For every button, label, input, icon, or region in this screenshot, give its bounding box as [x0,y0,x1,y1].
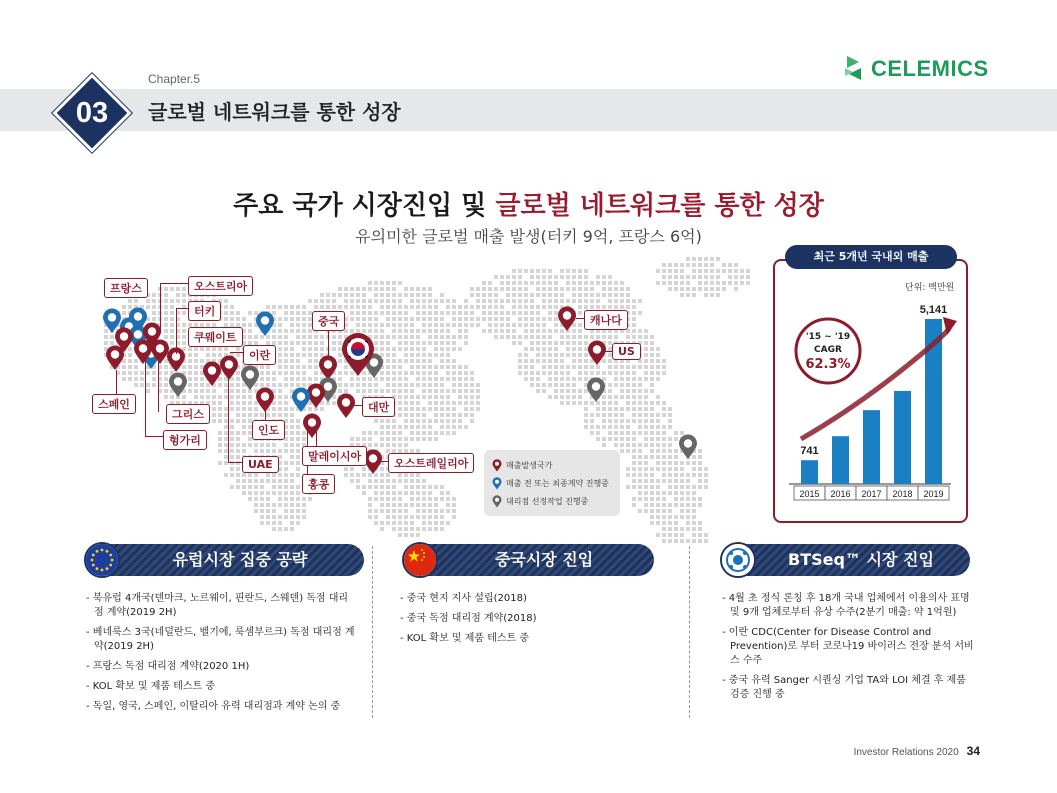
revenue-chart-tag: 최근 5개년 국내외 매출 [785,245,957,269]
page-number: 34 [966,744,980,758]
headline-part1: 주요 국가 시장진입 및 [233,191,487,221]
map-pin-icon [557,306,577,332]
map-label-australia: 오스트레일리아 [388,453,474,473]
legend-label-contract: 매출 전 또는 최종계약 진행중 [506,478,609,488]
list-item: - 이란 CDC(Center for Disease Control and Prevention)로 부터 코로나19 바이러스 전장 분석 서비스 수주 [722,626,976,668]
revenue-chart-unit: 단위: 백만원 [905,283,955,293]
legend-row-dealer [492,492,612,510]
map-pin-icon [105,345,125,371]
tick-label-2016: 2016 [830,489,851,499]
china-bullet-list [400,592,670,652]
map-label-kuwait: 쿠웨이트 [188,327,243,347]
list-item: - KOL 확보 및 제품 테스트 중 [400,632,670,646]
map-label-india: 인도 [252,420,285,440]
map-pin-icon [291,387,311,413]
map-label-china: 중국 [312,311,345,331]
map-label-turkey: 터키 [188,301,221,321]
map-label-uae: UAE [242,456,279,473]
map-label-malaysia: 말레이시아 [302,446,367,466]
tick-label-2017: 2017 [861,489,882,499]
europe-bullet-list [86,592,356,720]
bar-2017 [863,410,880,484]
map-label-austria: 오스트리아 [188,276,253,296]
chapter-number-badge [52,73,132,153]
bar-2018 [894,391,911,484]
data-label-2015: 741 [800,445,819,458]
red-pin-icon [492,459,502,472]
cagr-value: 62.3% [805,357,851,372]
map-pin-icon [168,372,188,398]
legend-row-contract [492,474,612,492]
company-logo [841,52,989,86]
map-label-canada: 캐나다 [584,310,628,330]
headline-part2: 글로벌 네트워크를 통한 성장 [495,191,824,221]
list-item: - KOL 확보 및 제품 테스트 중 [86,680,356,694]
btseq-section-title: BTSeq™ 시장 진입 [788,550,934,569]
list-item: - 중국 현지 지사 설립(2018) [400,592,670,606]
map-label-hongkong: 홍콩 [302,474,335,494]
map-pin-icon [678,434,698,460]
tick-label-2018: 2018 [892,489,913,499]
main-headline [0,185,1057,222]
btseq-bullet-list [722,592,976,708]
map-label-spain: 스페인 [92,394,136,414]
map-label-france: 프랑스 [104,278,148,298]
btseq-section-header [722,544,970,576]
map-pin-icon [219,355,239,381]
cagr-period: '15 ~ '19 [805,332,851,342]
map-pin-icon [255,311,275,337]
column-divider-2 [689,546,690,718]
list-item: - 4월 초 정식 론칭 후 18개 국내 업체에서 이용의사 표명 및 9개 업체로부터 유상 수주(2분기 매출: 약 1억원) [722,592,976,620]
legend-row-sales [492,456,612,474]
map-pin-icon [336,393,356,419]
map-label-greece: 그리스 [166,404,210,424]
map-label-iran: 이란 [243,345,276,365]
list-item: - 독일, 영국, 스페인, 이탈리아 유력 대리점과 계약 논의 중 [86,700,356,714]
map-pin-icon [586,377,606,403]
chapter-number: 03 [75,97,109,129]
list-item: - 중국 유력 Sanger 시퀀싱 기업 TA와 LOI 체결 후 제품 검증 진행 중 [722,674,976,702]
korea-flag-icon [340,333,376,377]
chapter-label: Chapter.5 [148,72,201,86]
bar-2015 [801,460,818,484]
list-item: - 북유럽 4개국(덴마크, 노르웨이, 핀란드, 스웨덴) 독점 대리점 계약(2019 2H) [86,592,356,620]
data-label-2019: 5,141 [919,304,948,316]
tick-label-2015: 2015 [799,489,820,499]
legend-label-sales: 매출발생국가 [506,460,553,470]
tick-label-2019: 2019 [923,489,944,499]
europe-section-header [86,544,364,576]
section-title: 글로벌 네트워크를 통한 성장 [148,100,401,124]
map-pin-icon [587,340,607,366]
legend-label-dealer: 대리점 선정작업 진행중 [506,496,589,506]
list-item: - 프랑스 독점 대리점 계약(2020 1H) [86,660,356,674]
list-item: - 베네룩스 3국(네덜란드, 벨기에, 룩셈부르크) 독점 대리점 계약(2019 2H) [86,626,356,654]
footer-text: Investor Relations 2020 [853,747,959,758]
world-map [80,245,760,545]
map-label-hungary: 헝가리 [163,430,207,450]
logo-text: CELEMICS [871,56,989,81]
china-section-title: 중국시장 진입 [494,550,594,569]
bar-2016 [832,436,849,484]
list-item: - 중국 독점 대리점 계약(2018) [400,612,670,626]
gray-pin-icon [492,495,502,508]
cagr-label: CAGR [814,345,842,355]
blue-pin-icon [492,477,502,490]
celemics-logo-icon [841,54,867,84]
footer [854,744,980,758]
revenue-bar-chart [773,259,968,523]
map-pin-icon [302,413,322,439]
column-divider-1 [372,546,373,718]
europe-section-title: 유럽시장 집중 공략 [172,550,308,569]
china-section-header [404,544,654,576]
map-label-us: US [612,343,641,360]
map-legend [484,450,620,516]
map-label-taiwan: 대만 [362,397,395,417]
headline-subtitle: 유의미한 글로벌 매출 발생(터키 9억, 프랑스 6억) [355,227,702,246]
